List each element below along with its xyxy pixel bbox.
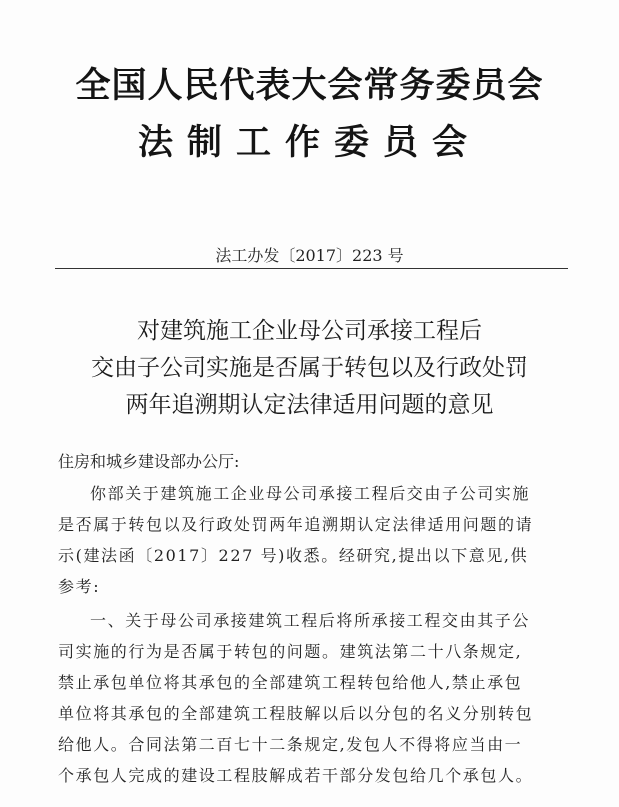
paragraph2-line: 个承包人完成的建设工程肢解成若干部分发包给几个承包人。 [58,766,534,785]
header-divider [55,268,568,269]
document-title-line2: 交由子公司实施是否属于转包以及行政处罚 [91,355,528,381]
paragraph1-line: 参考: [58,577,101,596]
paragraph2-line: 一、关于母公司承接建筑工程后将所承接工程交由其子公 [90,611,531,630]
issuing-organization-line2: 法制工作委员会 [137,122,481,163]
paragraph1-line: 是否属于转包以及行政处罚两年追溯期认定法律适用问题的请 [58,515,534,534]
addressee: 住房和城乡建设部办公厅: [58,452,240,471]
paragraph2-line: 禁止承包单位将其承包的全部建筑工程转包给他人,禁止承包 [58,673,523,692]
paragraph1-line: 你部关于建筑施工企业母公司承接工程后交由子公司实施 [90,484,531,503]
document-title-line1: 对建筑施工企业母公司承接工程后 [137,318,482,344]
document-number: 法工办发〔2017〕223 号 [215,246,404,265]
paragraph2-line: 司实施的行为是否属于转包的问题。建筑法第二十八条规定, [58,642,523,661]
document-title-line3: 两年追溯期认定法律适用问题的意见 [125,392,494,418]
paragraph2-line: 给他人。合同法第二百七十二条规定,发包人不得将应当由一 [58,735,523,754]
paragraph2-line: 单位将其承包的全部建筑工程肢解以后以分包的名义分别转包 [58,704,534,723]
paragraph1-line: 示(建法函〔2017〕227 号)收悉。经研究,提出以下意见,供 [58,546,529,565]
issuing-organization-line1: 全国人民代表大会常务委员会 [75,65,544,106]
